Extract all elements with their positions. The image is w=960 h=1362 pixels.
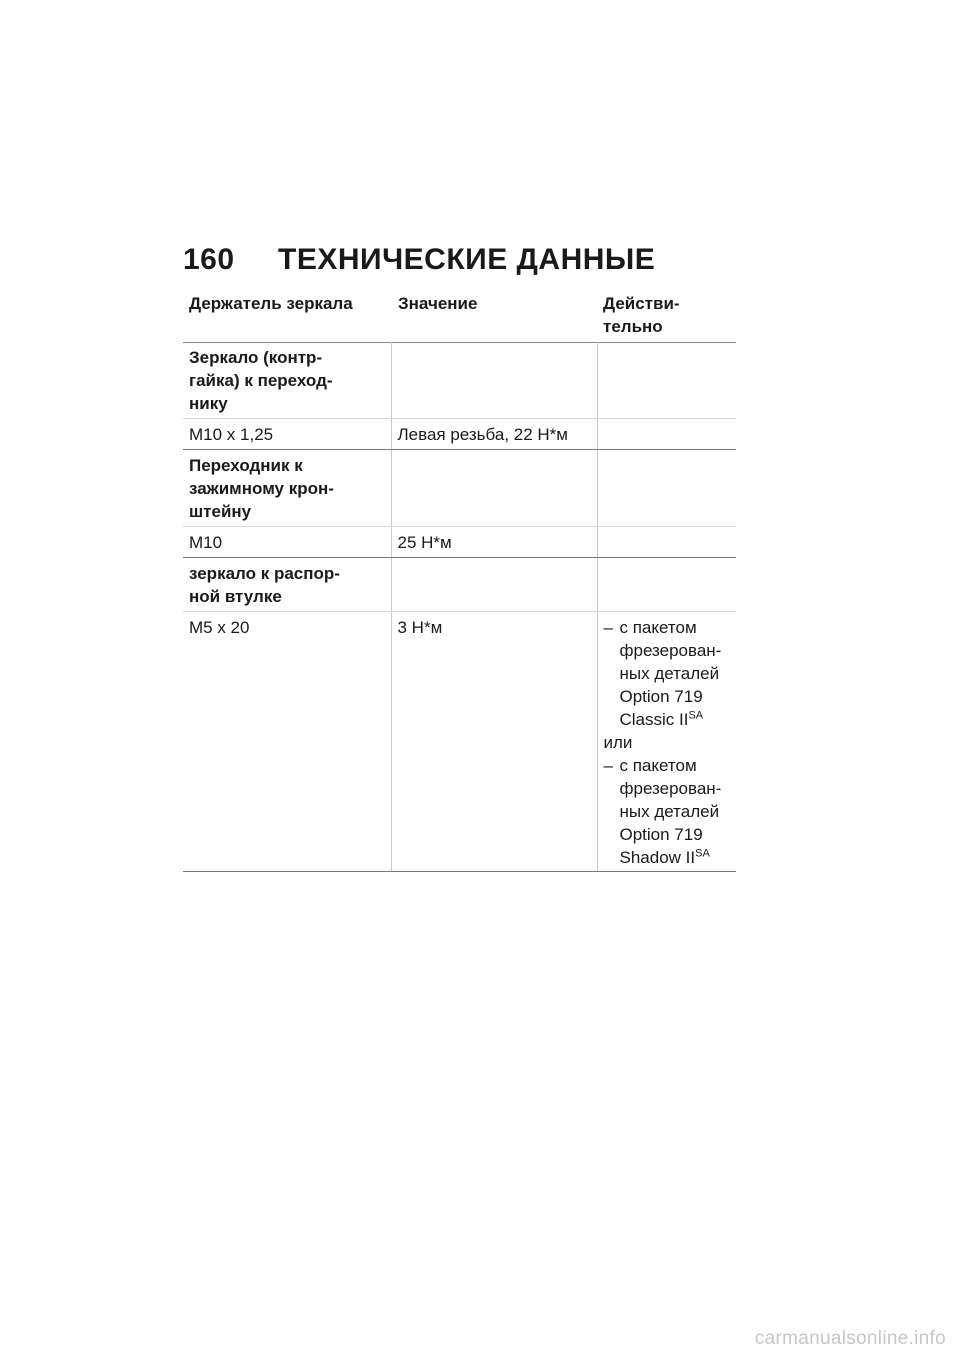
value-cell: Левая резьба, 22 Н*м [391,419,597,450]
valid-cell [597,527,736,558]
column-header-valid: Действи- тельно [603,294,680,336]
value-cell: 3 Н*м [391,612,597,872]
group-label: зеркало к распор- ной втулке [183,558,391,612]
spec-cell: M5 x 20 [183,612,391,872]
table-row [183,419,736,450]
sa-superscript: SA [688,709,704,722]
torque-spec-table [183,342,736,872]
watermark: carmanualsonline.info [754,1328,946,1349]
column-header-holder: Держатель зеркала [189,294,353,313]
valid-option-text: с пакетом фрезерован- ных деталей Option 719 Shadow II [619,756,722,867]
table-header [183,292,736,343]
page-number: 160 [183,243,235,276]
valid-option-text: с пакетом фрезерован- ных деталей Option 719 Classic II [619,618,722,729]
valid-option-2 [604,754,733,869]
page-header [183,240,743,280]
table-row [183,342,736,419]
table-row [183,558,736,612]
valid-cell [597,612,736,872]
value-cell: 25 Н*м [391,527,597,558]
group-label: Переходник к зажимному крон- штейну [183,450,391,527]
or-label: или [603,733,633,752]
sa-superscript: SA [695,847,710,860]
table-row [183,612,736,872]
table-row [183,450,736,527]
section-title: ТЕХНИЧЕСКИЕ ДАННЫЕ [278,243,656,276]
valid-cell [597,419,736,450]
spec-cell: M10 x 1,25 [183,419,391,450]
spec-cell: M10 [183,527,391,558]
group-label: Зеркало (контр- гайка) к переход- нику [183,342,391,419]
table-row [183,527,736,558]
column-header-value: Значение [398,294,478,313]
valid-option-1 [604,616,733,731]
dash-bullet: – [603,618,613,637]
dash-bullet: – [603,756,613,775]
